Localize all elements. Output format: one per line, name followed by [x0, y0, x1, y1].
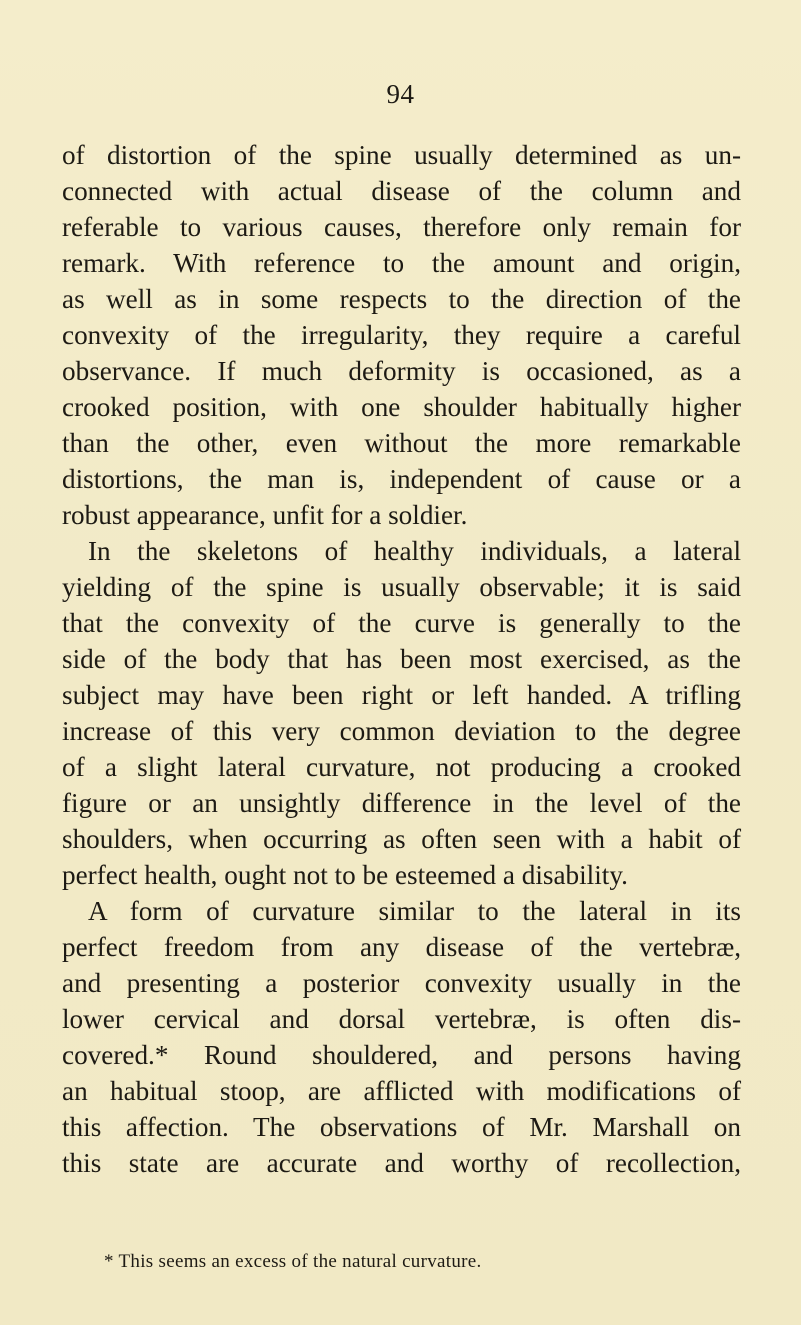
text-line: perfect health, ought not to be esteemed a disability. [62, 860, 628, 890]
text-line: an habitual stoop, are afflicted with modifications of [62, 1076, 741, 1106]
text-line: yielding of the spine is usually observable; it is said [62, 572, 741, 602]
text-line: subject may have been right or left handed. A trifling [62, 680, 741, 710]
text-line: of a slight lateral curvature, not producing a crooked [62, 752, 741, 782]
text-line: this state are accurate and worthy of recollection, [62, 1148, 741, 1178]
text-line: side of the body that has been most exercised, as the [62, 644, 741, 674]
text-line: than the other, even without the more remarkable [62, 428, 741, 458]
text-line: robust appearance, unfit for a soldier. [62, 500, 468, 530]
text-line: remark. With reference to the amount and origin, [62, 248, 741, 278]
text-line: that the convexity of the curve is generally to the [62, 608, 741, 638]
text-line: perfect freedom from any disease of the vertebræ, [62, 932, 741, 962]
page-number: 94 [386, 79, 415, 109]
text-line: referable to various causes, therefore only remain for [62, 212, 741, 242]
text-line: covered.* Round shouldered, and persons having [62, 1040, 741, 1070]
text-line: figure or an unsightly difference in the level of the [62, 788, 741, 818]
text-line: increase of this very common deviation to the degree [62, 716, 741, 746]
text-line: observance. If much deformity is occasioned, as a [62, 356, 741, 386]
text-line: connected with actual disease of the column and [62, 176, 741, 206]
text-line: as well as in some respects to the direction of the [62, 284, 741, 314]
text-line: shoulders, when occurring as often seen with a habit of [62, 824, 741, 854]
footnote: * This seems an excess of the natural curvature. [104, 1251, 482, 1272]
text-line: this affection. The observations of Mr. Marshall on [62, 1112, 741, 1142]
paragraph-first-line: In the skeletons of healthy individuals, a lateral [88, 536, 741, 566]
text-line: distortions, the man is, independent of cause or a [62, 464, 741, 494]
text-line: convexity of the irregularity, they require a careful [62, 320, 741, 350]
text-line: and presenting a posterior convexity usually in the [62, 968, 741, 998]
text-line: of distortion of the spine usually determined as un- [62, 140, 741, 170]
text-line: crooked position, with one shoulder habitually higher [62, 392, 741, 422]
paragraph-first-line: A form of curvature similar to the lateral in its [88, 896, 741, 926]
text-line: lower cervical and dorsal vertebræ, is often dis- [62, 1004, 741, 1034]
